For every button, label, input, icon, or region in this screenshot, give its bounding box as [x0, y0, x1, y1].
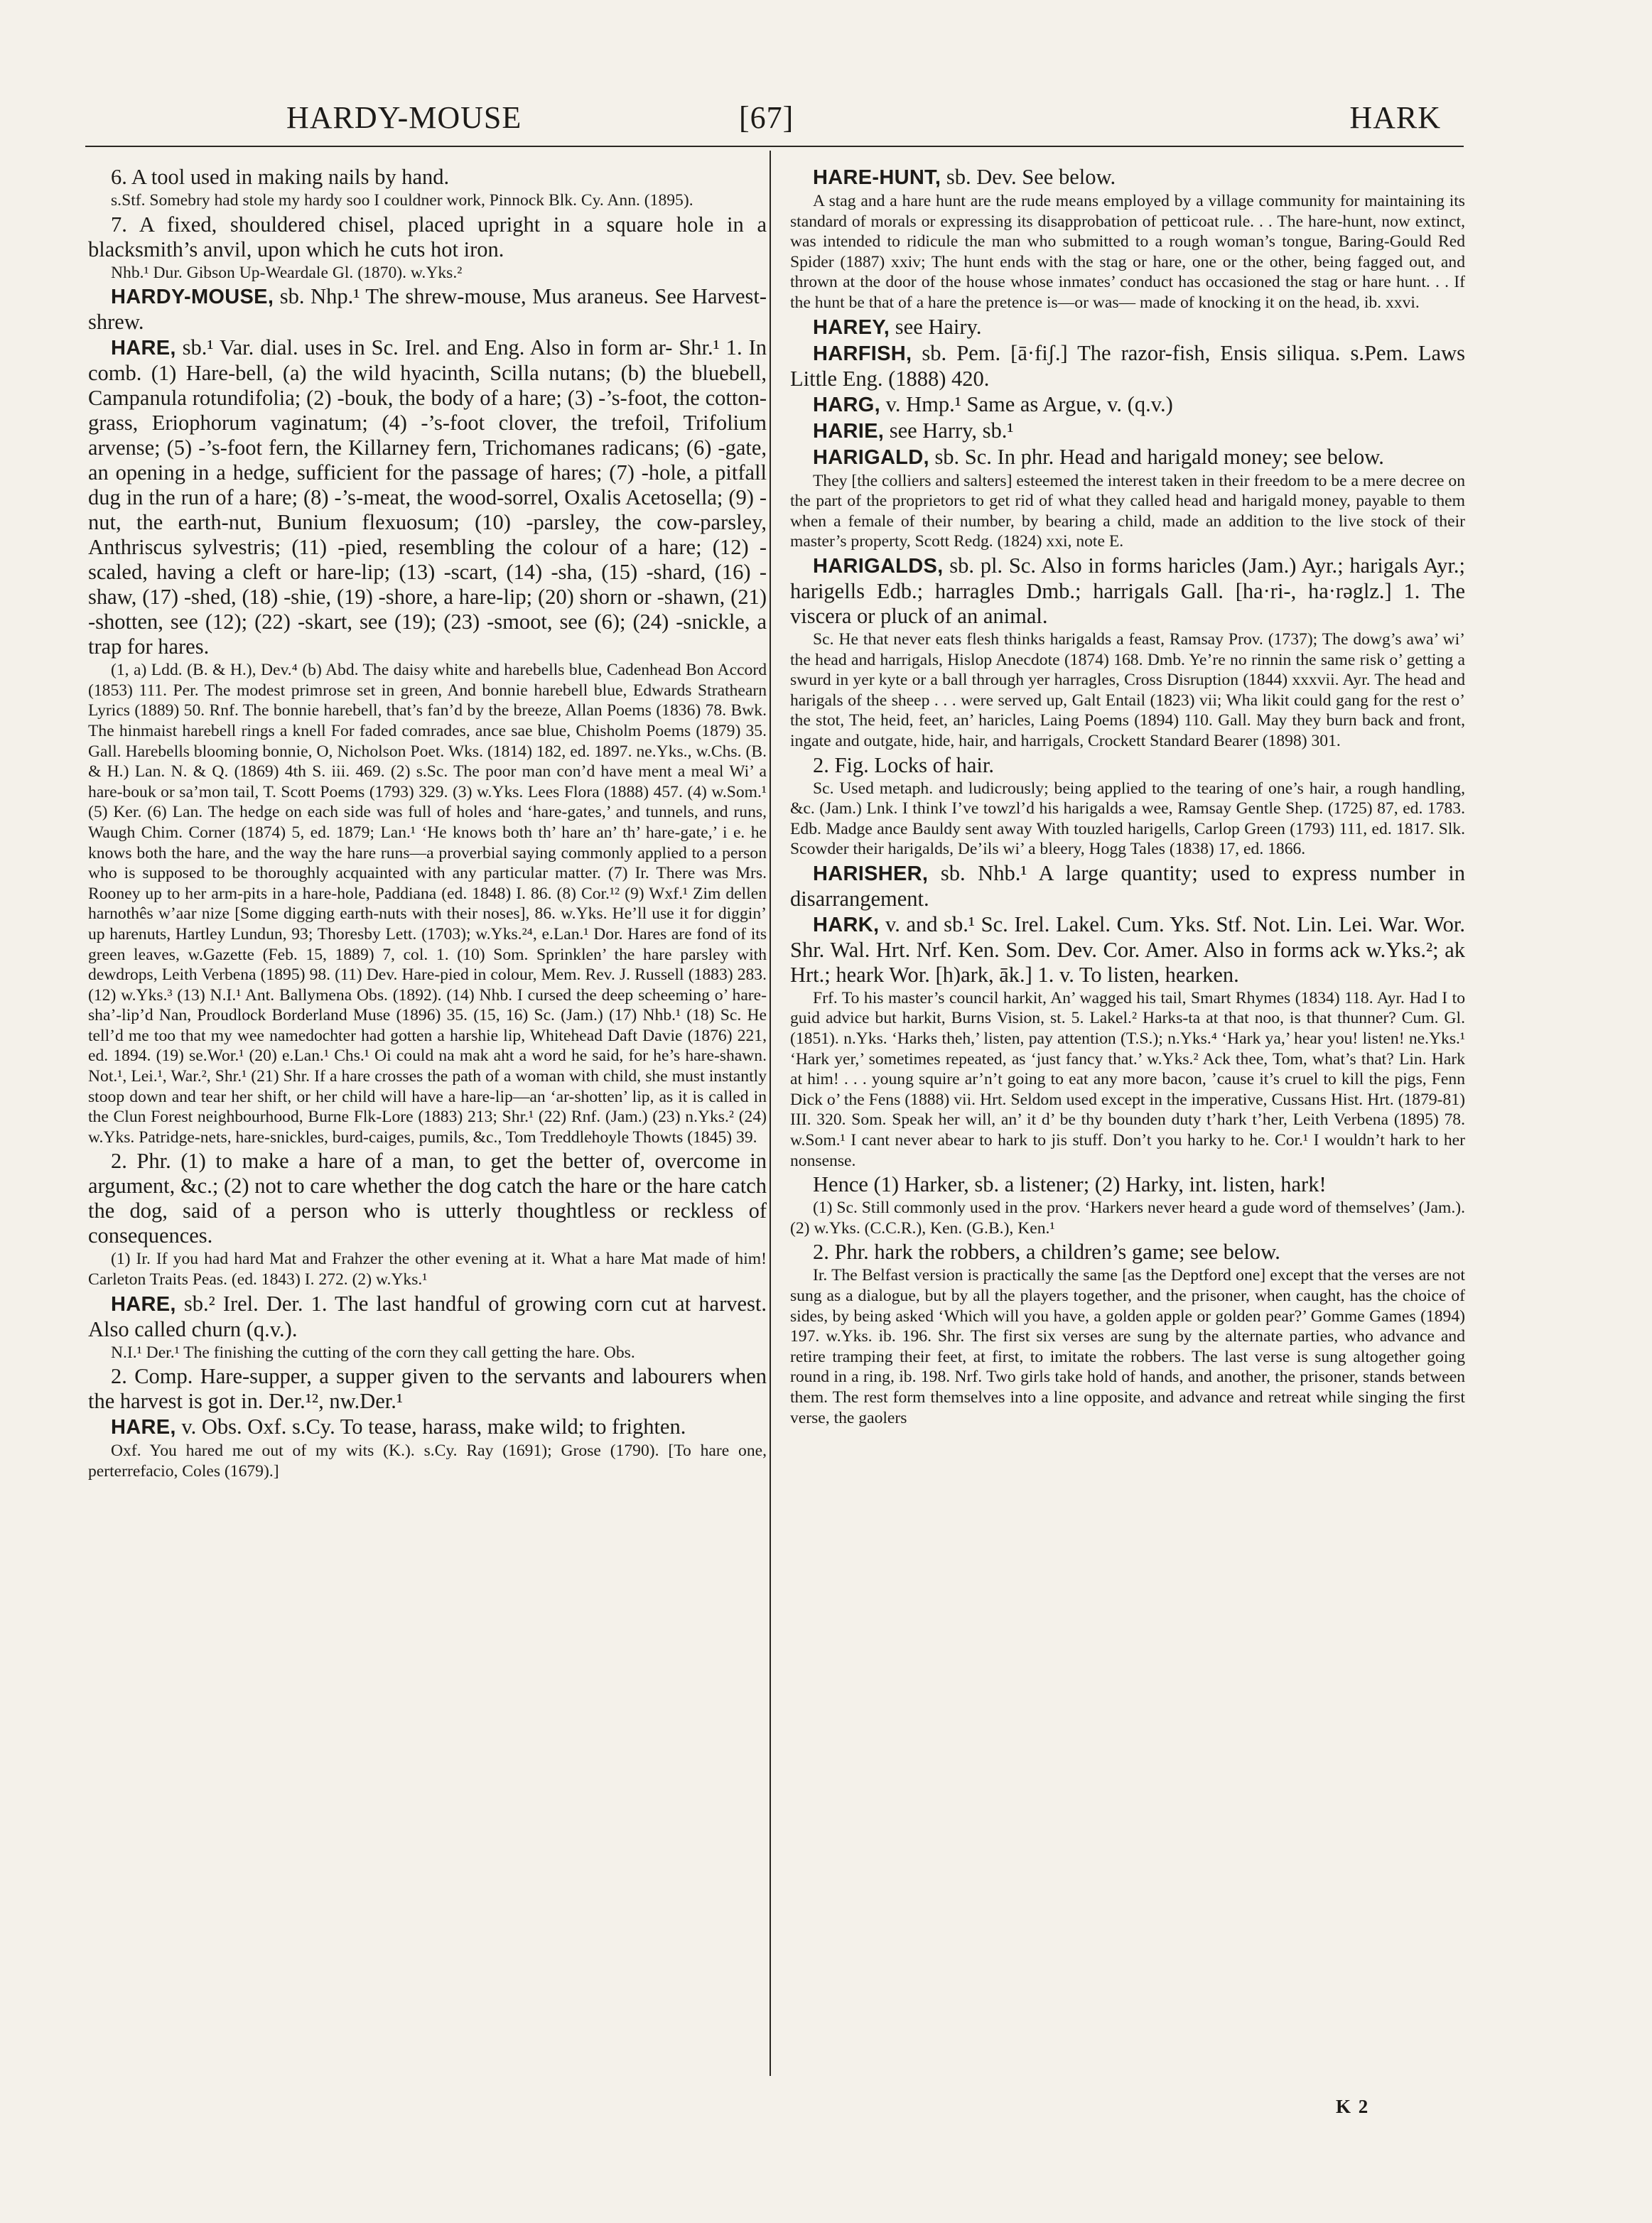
entry-text: sb. Nhp.¹ The shrew-mouse, Mus araneus. See Harvest-shrew. [88, 284, 767, 335]
dictionary-entry [88, 1415, 767, 1440]
entry-text: v. Obs. Oxf. s.Cy. To tease, harass, make wild; to frighten. [176, 1415, 686, 1439]
dictionary-entry [88, 165, 767, 190]
headword: HARE-HUNT, [813, 166, 941, 189]
citation-block [790, 988, 1465, 1171]
headword: HARE, [111, 1292, 176, 1316]
dictionary-entry [790, 1172, 1465, 1197]
citation-text: (1, a) Ldd. (B. & H.), Dev.⁴ (b) Abd. The daisy white and harebells blue, Cadenhead Bon Accord (1853) 111. Per. The modest primrose set in green, And bonnie harebell blue, Edwards Strathearn Lyrics (1889) 50. Rnf. The bonnie harebell, that’s fan’d by the breeze, Allan Poems (1836) 78. Bwk. The hinmaist harebell rings a knell For faded comrades, ance sae blue, Chisholm Poems (1879) 35. Gall. Harebells blooming bonnie, O, Nicholson Poet. Wks. (1814) 182, ed. 1897. ne.Yks., w.Chs. (B. & H.) Lan. N. & Q. (1869) 4th S. iii. 469. (2) s.Sc. The poor man con’d have ment a meal Wi’ a hare-bouk or sa’mon tail, T. Scott Poems (1793) 329. (3) w.Yks. Lees Flora (1888) 457. (4) w.Som.¹ (5) Ker. (6) Lan. The hedge on each side was full of holes and ‘hare-gates,’ and tunnels, and runs, Waugh Chim. Corner (1874) 5, ed. 1879; Lan.¹ ‘He knows both th’ hare an’ th’ hare-gate,’ i e. he knows both the hare, and the way the hare runs—a proverbial saying commonly applied to a person who is supposed to be thoroughly acquainted with any particular matter. (7) Ir. There was Mrs. Rooney up to her arm-pits in a hare-hole, Paddiana (ed. 1848) I. 86. (8) Cor.¹² (9) Wxf.¹ Zim dellen harnothês w’aar nize [Some digging earth-nuts with their noses], 86. w.Yks. He’ll use it for diggin’ up harenuts, Hartley Lundun, 93; Thoresby Lett. (1703); w.Yks.²⁴, e.Lan.¹ Dor. Hares are fond of its green leaves, w.Gazette (Feb. 15, 1889) 7, col. 1. (10) Som. Sprinklen’ the hare parsley with dewdrops, Leith Verbena (1895) 98. (11) Dev. Hare-pied in colour, Mem. Rev. J. Russell (1883) 283. (12) w.Yks.³ (13) N.I.¹ Ant. Ballymena Obs. (1892). (14) Nhb. I cursed the deep scheeming o’ hare-sha’-lip’d Nan, Proudlock Borderland Muse (1896) 35. (15, 16) Sc. (Jam.) (17) Nhb.¹ (18) Sc. He tell’d me too that my wee namedochter had gotten a harshie lip, Whitehead Daft Davie (1876) 221, ed. 1894. (19) se.Wor.¹ (20) e.Lan.¹ Chs.¹ Oi could na mak aht a word he said, for he’s hare-shawn. Not.¹, Lei.¹, War.², Shr.¹ (21) Shr. If a hare crosses the path of a woman with child, she must instantly stoop down and tear her shift, or her child will have a hare-lip—an ‘ar-shotten’ lip, as it is called in the Clun Forest neighbourhood, Burne Flk-Lore (1883) 213; Shr.¹ (22) Rnf. (Jam.) (23) n.Yks.² (24) w.Yks. Patridge-nets, hare-snickles, burd-caiges, pumils, &c., Tom Treddlehoyle Thowts (1845) 39. [88, 661, 767, 1147]
citation-block [88, 1249, 767, 1289]
dictionary-entry [790, 912, 1465, 988]
dictionary-entry [790, 392, 1465, 418]
citation-text: N.I.¹ Der.¹ The finishing the cutting of the corn they call getting the hare. Obs. [111, 1343, 635, 1362]
entry-text: v. and sb.¹ Sc. Irel. Lakel. Cum. Yks. Stf. Not. Lin. Lei. War. Wor. Shr. Wal. Hrt. Nrf. Ken. Som. Dev. Cor. Amer. Also in forms ack w.Yks.²; ak Hrt.; heark Wor. [h)ark, āk.] 1. v. To listen, hearken. [790, 912, 1465, 987]
dictionary-entry [88, 284, 767, 335]
entry-text: v. Hmp.¹ Same as Argue, v. (q.v.) [880, 391, 1173, 416]
page-number: [67] [739, 100, 794, 135]
citation-block [88, 190, 767, 211]
citation-block [790, 779, 1465, 860]
entry-text: sb.² Irel. Der. 1. The last handful of growing corn cut at harvest. Also called churn (q.v.). [88, 1291, 767, 1341]
citation-text: s.Stf. Somebry had stole my hardy soo I couldner work, Pinnock Blk. Cy. Ann. (1895). [111, 191, 693, 210]
dictionary-entry [88, 212, 767, 262]
citation-text: Ir. The Belfast version is practically the same [as the Deptford one] except that the verses are not sung as a dialogue, but by all the players together, and the prisoner, when caught, has the choice of sides, by being asked ‘Which will you have, a golden apple or golden pear?’ Gomme Games (1894) 197. w.Yks. ib. 196. Shr. The first six verses are sung by the alternate parties, who advance and retire tramping their feet, at first, to imitate the robbers. The last verse is sung altogether going round in a ring, ib. 198. Nrf. Two girls take hold of hands, and another, the prisoner, stands between them. The rest form themselves into a line opposite, and advance and retreat while singing the first verse, the gaolers [790, 1266, 1465, 1427]
citation-text: (1) Ir. If you had hard Mat and Frahzer the other evening at it. What a hare Mat made of him! Carleton Traits Peas. (ed. 1843) I. 272. (2) w.Yks.¹ [88, 1250, 767, 1289]
citation-text: Sc. He that never eats flesh thinks harigalds a feast, Ramsay Prov. (1737); The dowg’s awa’ wi’ the head and harrigals, Hislop Anecdote (1874) 168. Dmb. Ye’re no rinnin the same risk o’ getting a swurd in yer kyte or a ball through yer harragles, Cross Disruption (1844) xxxvii. Ayr. The head and harigals of the sheep . . . were served up, Galt Entail (1823) vii; Wha likit could gang for the rest o’ the stot, The heid, feet, an’ haricles, Laing Poems (1894) 110. Gall. May they burn back and front, ingate and outgate, hide, hair, and harrigals, Crockett Standard Bearer (1898) 301. [790, 629, 1465, 750]
right-column [790, 165, 1465, 2090]
dictionary-entry [790, 418, 1465, 444]
entry-text: 2. Phr. (1) to make a hare of a man, to get the better of, overcome in argument, &c.; (2) not to care whether the dog catch the hare or the hare catch the dog, said of a person who is utterly thoughtless or reckless of consequences. [88, 1149, 767, 1248]
citation-block [88, 660, 767, 1147]
header-first-headword: HARDY-MOUSE [286, 100, 522, 135]
entry-text: sb. pl. Sc. Also in forms haricles (Jam.) Ayr.; harigals Ayr.; harigells Edb.; harragles Dmb.; harrigals Gall. [ha·ri-, ha·rəglz.] 1. The viscera or pluck of an animal. [790, 553, 1465, 628]
dictionary-entry [88, 335, 767, 659]
citation-block [88, 1343, 767, 1363]
citation-block [790, 1198, 1465, 1238]
headword: HARE, [111, 1416, 176, 1439]
entry-text: sb. Dev. See below. [941, 165, 1116, 189]
dictionary-entry [790, 341, 1465, 391]
entry-text: sb. Sc. In phr. Head and harigald money; see below. [929, 444, 1384, 469]
headword: HARG, [813, 393, 880, 416]
entry-text: 7. A fixed, shouldered chisel, placed upright in a square hole in a blacksmith’s anvil, upon which he cuts hot iron. [88, 212, 767, 261]
dictionary-entry [790, 445, 1465, 470]
dictionary-entry [88, 1149, 767, 1248]
dictionary-entry [790, 1240, 1465, 1265]
headword: HARK, [813, 913, 880, 936]
dictionary-entry [790, 315, 1465, 340]
headword: HARFISH, [813, 342, 912, 365]
citation-text: (1) Sc. Still commonly used in the prov. ‘Harkers never heard a gude word of themselves’ (Jam.). (2) w.Yks. (C.C.R.), Ken. (G.B.), Ken.¹ [790, 1199, 1465, 1238]
citation-block [790, 191, 1465, 313]
citation-text: They [the colliers and salters] esteemed the interest taken in their freedom to be a mere decree on the part of the proprietors to get rid of what they called head and harigald money, payable to them when a female of their number, by bearing a child, made an addition to the live stock of their master’s property, Scott Redg. (1824) xxi, note E. [790, 471, 1465, 551]
entry-text: 2. Fig. Locks of hair. [813, 752, 994, 777]
entry-text: 6. A tool used in making nails by hand. [111, 165, 450, 189]
dictionary-entry [790, 753, 1465, 778]
entry-text: see Harry, sb.¹ [884, 418, 1014, 443]
dictionary-entry [790, 165, 1465, 190]
dictionary-entry [790, 553, 1465, 629]
citation-text: Nhb.¹ Dur. Gibson Up-Weardale Gl. (1870). w.Yks.² [111, 263, 463, 282]
signature-mark: K 2 [1336, 2096, 1370, 2117]
headword: HARE, [111, 337, 176, 360]
headword: HAREY, [813, 315, 890, 339]
entry-text: sb. Pem. [ā·fiʃ.] The razor-fish, Ensis siliqua. s.Pem. Laws Little Eng. (1888) 420. [790, 340, 1465, 391]
dictionary-entry [88, 1292, 767, 1342]
dictionary-entry [790, 861, 1465, 912]
entry-text: 2. Phr. hark the robbers, a children’s game; see below. [813, 1240, 1280, 1265]
citation-block [88, 263, 767, 283]
entry-text: sb. Nhb.¹ A large quantity; used to express number in disarrangement. [790, 860, 1465, 911]
entry-text: Hence (1) Harker, sb. a listener; (2) Harky, int. listen, hark! [813, 1172, 1327, 1197]
citation-block [790, 471, 1465, 552]
entry-text: see Hairy. [890, 314, 982, 339]
entry-text: 2. Comp. Hare-supper, a supper given to the servants and labourers when the harvest is got in. Der.¹², nw.Der.¹ [88, 1364, 767, 1414]
headword: HARIE, [813, 419, 885, 443]
column-divider [770, 151, 771, 2076]
citation-block [790, 629, 1465, 752]
entry-text: sb.¹ Var. dial. uses in Sc. Irel. and Eng. Also in form ar- Shr.¹ 1. In comb. (1) Hare-bell, (a) the wild hyacinth, Scilla nutans; (b) the bluebell, Campanula rotundifolia; (2) -bouk, the body of a hare; (3) -’s-foot, the cotton-grass, Eriophorum vaginatum; (4) -’s-foot clover, the trefoil, Trifolium arvense; (5) -’s-foot fern, the Killarney fern, Trichomanes radicans; (6) -gate, an opening in a hedge, sufficient for the passage of hares; (7) -hole, a pitfall dug in the run of a hare; (8) -’s-meat, the wood-sorrel, Oxalis Acetosella; (9) -nut, the earth-nut, Bunium flexuosum; (10) -parsley, the cow-parsley, Anthriscus sylvestris; (11) -pied, resembling the colour of a hare; (12) -scaled, having a cleft or hare-lip; (13) -scart, (14) -sha, (15) -shard, (16) -shaw, (17) -shed, (18) -shie, (19) -shore, a hare-lip; (20) shorn or -shawn, (21) -shotten, see (12); (22) -skart, see (19); (23) -smoot, see (6); (24) -snickle, a trap for hares. [88, 335, 767, 659]
citation-text: Oxf. You hared me out of my wits (K.). s.Cy. Ray (1691); Grose (1790). [To hare one, perterrefacio, Coles (1679).] [88, 1442, 767, 1481]
dictionary-entry [88, 1364, 767, 1414]
running-head [276, 99, 1455, 139]
headword: HARISHER, [813, 862, 929, 885]
header-rule [85, 146, 1464, 147]
citation-text: A stag and a hare hunt are the rude means employed by a village community for maintaining its standard of morals or expressing its disapprobation of petticoat rule. . . The hare-hunt, now extinct, was intended to ridicule the man who submitted to a rough woman’s tongue, Baring-Gould Red Spider (1887) xxiv; The hunt ends with the stag or hare, one or the other, being fagged out, and thrown at the door of the house whose inmates’ conduct has occasioned the stag or hare hunt. . . If the hunt be that of a hare the pretence is—or was— made of knocking it on the head, ib. xxvi. [790, 192, 1465, 312]
citation-text: Frf. To his master’s council harkit, An’ wagged his tail, Smart Rhymes (1834) 118. Ayr. Had I to guid advice but harkit, Burns Vision, st. 5. Lakel.² Harks-ta at that noo, is that thunner? Cum. Gl. (1851). n.Yks. ‘Harks theh,’ listen, pay attention (T.S.); n.Yks.⁴ ‘Hark ya,’ hear you! listen! ne.Yks.¹ ‘Hark yer,’ sometimes repeated, as ‘just fancy that.’ w.Yks.² Ack thee, Tom, what’s that? Lin. Hark at him! . . . young squire ar’n’t going to eat any more bacon, ’cause it’s cruel to kill the pigs, Fenn Dick o’ the Fens (1888) vii. Hrt. Seldom used except in the imperative, Cussans Hist. Hrt. (1879-81) III. 320. Som. Speak her will, an’ it d’ be thy bounden duty t’hark t’her, Leith Verbena (1895) 78. w.Som.¹ I cant never abear to hark to jis stuff. Don’t you harky to he. Cor.¹ I wouldn’t hark to her nonsense. [790, 988, 1465, 1170]
header-last-headword: HARK [1349, 100, 1441, 135]
citation-block [88, 1441, 767, 1481]
citation-text: Sc. Used metaph. and ludicrously; being applied to the tearing of one’s hair, a rough handling, &c. (Jam.) Lnk. I think I’ve towzl’d his harigalds a wee, Ramsay Gentle Shep. (1725) 87, ed. 1783. Edb. Madge ance Bauldy sent away With touzled harigells, Carlop Green (1793) 111, ed. 1817. Slk. Scowder their harigalds, De’ils wi’ a bleery, Hogg Tales (1838) 17, ed. 1866. [790, 779, 1465, 859]
headword: HARIGALDS, [813, 554, 944, 578]
left-column [88, 165, 767, 2090]
headword: HARDY-MOUSE, [111, 286, 274, 309]
citation-block [790, 1265, 1465, 1428]
headword: HARIGALD, [813, 445, 929, 469]
